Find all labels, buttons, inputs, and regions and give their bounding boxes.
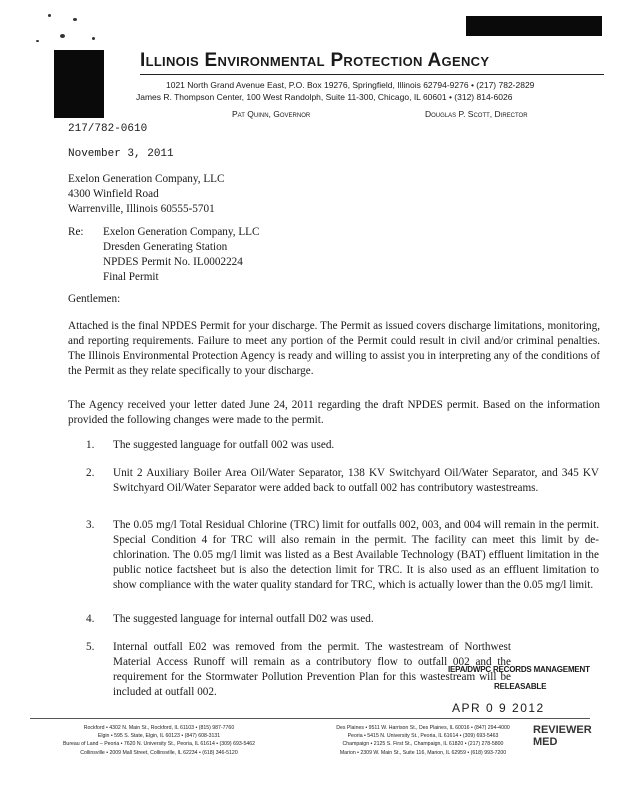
re-subject — [103, 225, 259, 285]
footer-office-line: Rockford • 4302 N. Main St., Rockford, IL 61103 • (815) 987-7760 — [83, 725, 235, 731]
agency-address-line1: 1021 North Grand Avenue East, P.O. Box 19276, Springfield, Illinois 62794-9276 • (217) 782-2829 — [166, 80, 535, 90]
item-number: 5. — [86, 641, 95, 653]
agency-name: Illinois Environmental Protection Agency — [140, 50, 490, 71]
agency-address-line2: James R. Thompson Center, 100 West Randolph, Suite 11-300, Chicago, IL 60601 • (312) 814-6026 — [136, 92, 513, 102]
item-number: 1. — [86, 439, 95, 451]
item-number: 4. — [86, 613, 95, 625]
item-text: The 0.05 mg/l Total Residual Chlorine (TRC) limit for outfalls 002, 003, and 004 will remain in the permit. Special Condition 4 for TRC will also remain in the permit. The facility can meet this limit by de-chlorination. The 0.05 mg/l limit was listed as a Best Available Technology (BAT) effluent limitation in the public notice factsheet but is also the detection limit for TRC. It is also used as an effluent limitation to show compliance with the water quality standard for TRC, which is actually lower than the 0.05 mg/l limit. — [113, 519, 599, 591]
item-text: Unit 2 Auxiliary Boiler Area Oil/Water Separator, 138 KV Switchyard Oil/Water Separator, and 345 KV Switchyard Oil/Water Separator were added back to outfall 002 has contributory wastestreams. — [113, 467, 599, 494]
footer-office-line: Elgin • 595 S. State, Elgin, IL 60123 • (847) 608-3131 — [97, 733, 221, 740]
footer-office-line: Peoria • 5415 N. University St., Peoria, IL 61614 • (309) 693-5463 — [347, 733, 499, 740]
paragraph-intro: Attached is the final NPDES Permit for your discharge. The Permit as issued covers discharge limitations, monitoring, and reporting requirements. Failure to meet any portion of the Permit could result in civil and/or criminal penalties. The Illinois Environmental Protection Agency is ready and willing to assist you in interpreting any of the conditions of the Permit as they relate specifically to your discharge. — [68, 320, 600, 377]
scan-speck — [36, 40, 39, 42]
footer-rule — [30, 718, 590, 719]
redacted-header-block — [466, 16, 602, 36]
letter-date: November 3, 2011 — [68, 148, 174, 160]
scan-speck — [73, 18, 77, 21]
item-number: 3. — [86, 519, 95, 531]
director: Douglas P. Scott, Director — [425, 109, 528, 119]
scan-speck — [60, 34, 65, 38]
recipient-line: Exelon Generation Company, LLC — [68, 173, 225, 185]
re-label: Re: — [68, 226, 84, 238]
paragraph-changes: The Agency received your letter dated June 24, 2011 regarding the draft NPDES permit. Based on the information provided the following changes were made to the permit. — [68, 399, 600, 426]
footer-offices-left — [30, 724, 288, 757]
recipient-address — [68, 172, 224, 217]
footer-offices-right — [318, 724, 528, 757]
phone-number: 217/782-0610 — [68, 123, 148, 135]
title-rule — [140, 74, 604, 75]
re-line: NPDES Permit No. IL0002224 — [103, 256, 243, 268]
footer-office-line: Champaign • 2125 S. First St., Champaign, IL 61820 • (217) 278-5800 — [342, 741, 504, 748]
recipient-line: Warrenville, Illinois 60555-5701 — [68, 203, 215, 215]
item-text: The suggested language for internal outfall D02 was used. — [113, 613, 374, 625]
item-text: Internal outfall E02 was removed from the permit. The wastestream of Northwest Material Access Runoff will remain as a contributory flow to outfall 002 and the requirement for the Stormwater Pollution Prevention Plan for this wastestream will be included at outfall 002. — [113, 641, 511, 698]
stamp-date: APR 0 9 2012 — [452, 701, 545, 715]
footer-office-line: Des Plaines • 9511 W. Harrison St., Des Plaines, IL 60016 • (847) 294-4000 — [336, 725, 510, 731]
redacted-logo-block — [54, 50, 104, 118]
item-text: The suggested language for outfall 002 was used. — [113, 439, 335, 451]
re-line: Final Permit — [103, 271, 159, 283]
reviewer-stamp: REVIEWER MED — [533, 724, 592, 748]
scan-speck — [92, 37, 95, 40]
footer-office-line: Collinsville • 2009 Mall Street, Collinsville, IL 62234 • (618) 346-5120 — [80, 749, 238, 756]
re-line: Exelon Generation Company, LLC — [103, 226, 260, 238]
records-stamp: IEPA/DWPC RECORDS MANAGEMENT — [448, 665, 590, 674]
footer-office-line: Bureau of Land – Peoria • 7620 N. University St., Peoria, IL 61614 • (309) 693-5462 — [62, 741, 256, 748]
governor: Pat Quinn, Governor — [232, 109, 311, 119]
releasable-stamp: RELEASABLE — [494, 682, 547, 691]
re-line: Dresden Generating Station — [103, 241, 228, 253]
footer-office-line: Marion • 2309 W. Main St., Suite 116, Marion, IL 62959 • (618) 993-7200 — [339, 749, 507, 756]
item-number: 2. — [86, 467, 95, 479]
scan-speck — [48, 14, 51, 17]
recipient-line: 4300 Winfield Road — [68, 188, 159, 200]
salutation: Gentlemen: — [68, 293, 121, 305]
